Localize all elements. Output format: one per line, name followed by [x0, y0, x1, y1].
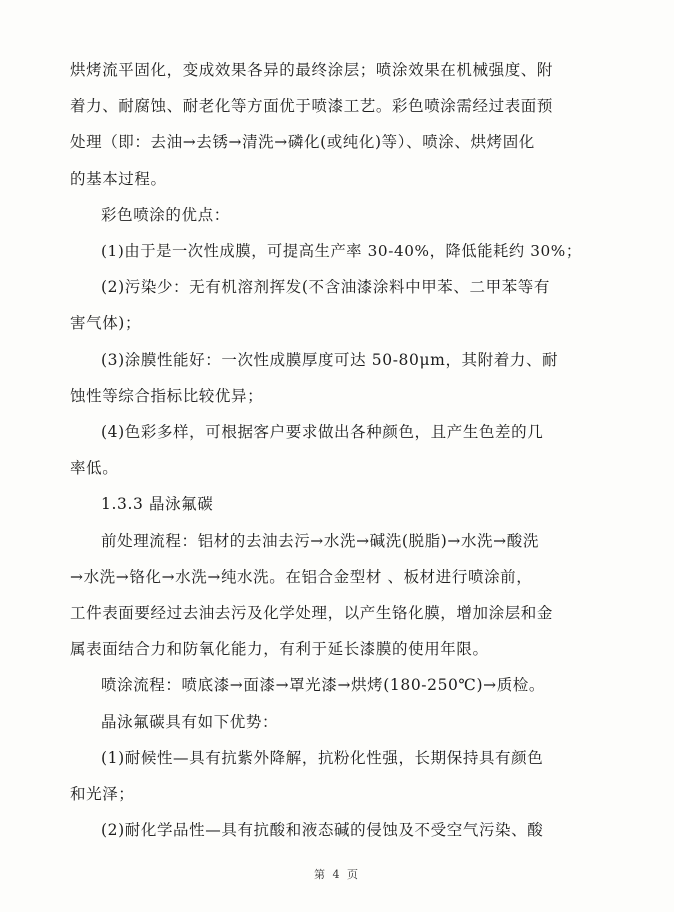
text-line: (4)色彩多样，可根据客户要求做出各种颜色，且产生色差的几 — [101, 423, 544, 442]
text-line: 前处理流程：铝材的去油去污→水洗→碱洗(脱脂)→水洗→酸洗 — [101, 531, 539, 550]
text-line: (2)耐化学品性—具有抗酸和液态碱的侵蚀及不受空气污染、酸 — [101, 821, 544, 840]
section-heading: 1.3.3 晶泳氟碳 — [101, 495, 214, 514]
text-line: 烘烤流平固化，变成效果各异的最终涂层；喷涂效果在机械强度、附 — [70, 61, 554, 79]
page-number: 第 4 页 — [314, 868, 360, 881]
text-line: 属表面结合力和防氧化能力，有利于延长漆膜的使用年限。 — [70, 640, 489, 659]
text-line: 蚀性等综合指标比较优异； — [70, 386, 264, 405]
text-line: 工件表面要经过去油去污及化学处理，以产生铬化膜，增加涂层和金 — [70, 604, 554, 623]
document-body — [70, 52, 582, 848]
text-line: 处理（即：去油→去锈→清洗→磷化(或纯化)等）、喷涂、烘烤固化 — [70, 133, 535, 152]
text-line: 喷涂流程：喷底漆→面漆→罩光漆→烘烤(180-250℃)→质检。 — [101, 676, 545, 695]
text-line: 率低。 — [70, 459, 119, 478]
text-line: 彩色喷涂的优点： — [101, 205, 230, 224]
text-line: (1)由于是一次性成膜，可提高生产率 30-40%，降低能耗约 30%； — [101, 242, 582, 261]
text-line: (3)涂膜性能好：一次性成膜厚度可达 50-80μm，其附着力、耐 — [101, 350, 559, 369]
text-line: →水洗→铬化→水洗→纯水洗。在铝合金型材 、板材进行喷涂前， — [70, 567, 533, 586]
text-line: (1)耐候性—具有抗紫外降解，抗粉化性强，长期保持具有颜色 — [101, 748, 544, 767]
body-text — [70, 52, 582, 848]
text-line: 的基本过程。 — [70, 169, 167, 188]
text-line: 害气体)； — [70, 314, 142, 333]
text-line: 晶泳氟碳具有如下优势： — [101, 712, 279, 731]
text-line: 着力、耐腐蚀、耐老化等方面优于喷漆工艺。彩色喷涂需经过表面预 — [70, 97, 554, 116]
text-line: (2)污染少：无有机溶剂挥发(不含油漆涂料中甲苯、二甲苯等有 — [101, 278, 551, 297]
text-line: 和光泽； — [70, 785, 135, 804]
